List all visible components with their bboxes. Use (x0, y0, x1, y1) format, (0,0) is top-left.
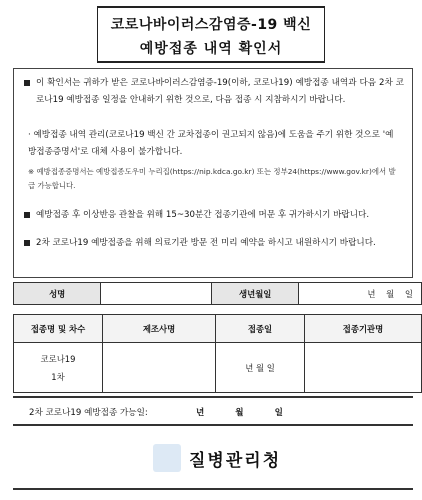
next-dose-row (13, 396, 413, 426)
info-paragraph-1-text: 이 확인서는 귀하가 받은 코로나바이러스감염증-19(이하, 코로나19) 예방접종 내역과 다음 2차 코로나19 예방접종 일정을 안내하기 위한 것으로, 다음 접종 시 지참하시기 바랍니다. (36, 78, 404, 105)
info-paragraph-2-text: 예방접종 후 이상반응 관찰을 위해 15~30분간 접종기관에 머문 후 귀가하시기 바랍니다. (36, 210, 370, 220)
info-subpoint: · 예방접종 내역 관리(코로나19 백신 간 교차접종이 권고되지 않음)에 도움을 주기 위한 것으로 '예방접종증명서'로 대체 사용이 불가합니다. (28, 130, 394, 157)
manufacturer-cell (103, 343, 216, 393)
col-header-institution: 접종기관명 (305, 315, 422, 343)
info-paragraph-3 (24, 235, 404, 252)
document-title: 코로나바이러스감염증-19 백신 (110, 17, 312, 33)
name-value (101, 283, 212, 305)
dose-number: 1차 (51, 371, 65, 382)
square-bullet-icon (24, 212, 30, 218)
agency-name: 질병관리청 (189, 451, 282, 471)
col-header-manufacturer: 제조사명 (103, 315, 216, 343)
table-row (14, 343, 422, 393)
title-box (97, 6, 325, 63)
institution-cell (305, 343, 422, 393)
date-cell: 년 월 일 (216, 343, 305, 393)
square-bullet-icon (24, 240, 30, 246)
birthdate-value: 년 월 일 (299, 283, 422, 305)
vaccination-table (13, 314, 422, 393)
next-dose-label: 2차 코로나19 예방접종 가능일: (29, 408, 148, 418)
person-info-table (13, 282, 422, 305)
agency-logo-icon (153, 444, 181, 472)
info-paragraph-2 (24, 207, 404, 224)
info-paragraph-1 (24, 75, 404, 109)
dose-name: 코로나19 (40, 353, 76, 364)
dose-cell (14, 343, 103, 393)
info-paragraph-3-text: 2차 코로나19 예방접종을 위해 의료기관 방문 전 미리 예약을 하시고 내원하시기 바랍니다. (36, 238, 376, 248)
info-box (13, 68, 413, 278)
square-bullet-icon (24, 80, 30, 86)
footer (13, 426, 413, 490)
document-subtitle: 예방접종 내역 확인서 (139, 41, 283, 57)
next-dose-date: 년 월 일 (196, 408, 283, 418)
birthdate-label: 생년월일 (212, 283, 299, 305)
name-label: 성명 (14, 283, 101, 305)
col-header-date: 접종일 (216, 315, 305, 343)
col-header-dose: 접종명 및 차수 (14, 315, 103, 343)
certificate-note: ※ 예방접종증명서는 예방접종도우미 누리집(https://nip.kdca.go.kr) 또는 정부24(https://www.gov.kr)에서 발급 가능합니다. (28, 167, 396, 190)
